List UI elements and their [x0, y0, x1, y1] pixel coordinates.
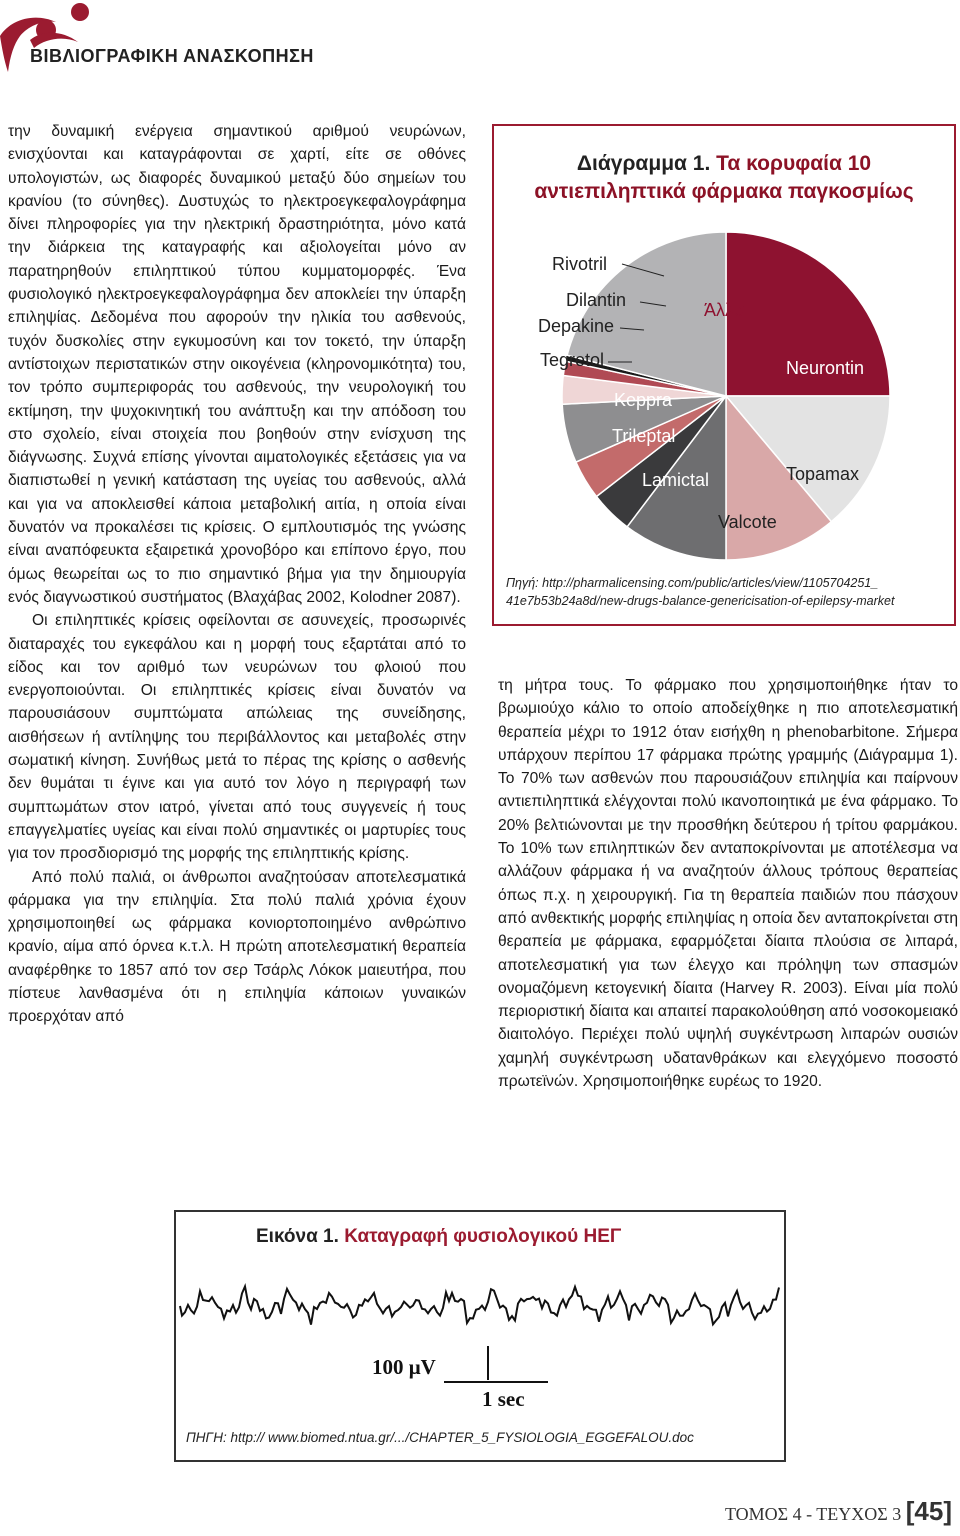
paragraph: Από πολύ παλιά, οι άνθρωποι αναζητούσαν αποτελεσματικά φάρμακα για την επιληψία. Στα πολύ παλιά χρόνια έχουν χρησιμοποιηθεί ως φάρμακα κονιορτοποιημένο ανθρώπινο κρανίο, αίμα από όρνεα κ.τ.λ. Η πρώτη αποτελεσματική θεραπεία αναφέρθηκε το 1857 από τον σερ Τσάρλς Λόκοκ μαιευτήρα, που πίστευε λανθασμένα ότι η επιληψία κάποιων γυναικών προερχόταν από [8, 868, 466, 1026]
pie-label-9: Rivotril [552, 254, 608, 274]
pie-label-7: Depakine [538, 316, 615, 336]
time-scale-label: 1 sec [482, 1387, 525, 1411]
diagram-source-line1: Πηγή: http://pharmalicensing.com/public/articles/view/1105704251_ [506, 576, 879, 590]
pie-label-1: Topamax [786, 464, 860, 484]
volume-issue: ΤΟΜΟΣ 4 - ΤΕΥΧΟΣ 3 [724, 1504, 902, 1524]
page-footer [725, 1496, 952, 1527]
section-title: ΒΙΒΛΙΟΓΡΑΦΙΚΗ ΑΝΑΣΚΟΠΗΣΗ [30, 46, 314, 66]
paragraph: Οι επιληπτικές κρίσεις οφείλονται σε ασυνεχείς, προσωρινές διαταραχές του εγκεφάλου και η μορφή τους εξαρτάται από το είδος και τον αριθμό των νευρώνων του φλοιού που ενεργοποιούνται. Οι επιληπτικές κρίσεις είναι δυνατόν να παρουσιάσουν συμπτώματα απώλειας της συνείδησης, αισθήσεων ή αντίληψης του περιβάλλοντος και μεταβολές στην σωματική κίνηση. Συνήθως μετά το πέρας της κρίσης ο ασθενής δεν θυμάται τι έγινε και για αυτό τον λόγο η περιγραφή των συμπτωμάτων στον ιατρό, γίνεται από τους συγγενείς ή τους επαγγελματίες υγείας και είναι πολύ σημαντικές οι μαρτυρίες τους για τον προσδιορισμό της μορφής της επιληπτικής κρίσης. [8, 612, 466, 863]
pie-label-3: Lamictal [642, 470, 710, 490]
page-header [0, 0, 960, 90]
pie-label-10: Άλλα [704, 300, 745, 320]
paragraph: τη μήτρα τους. Το φάρμακο που χρησιμοποιήθηκε ήταν το βρωμιούχο κάλιο το οποίο αποδείχθηκε η πιο αποτελεσματική θεραπεία μέχρι το 1912 όταν εισήχθη η phenobarbitone. Σήμερα υπάρχουν περίπου 17 φάρμακα πρώτης γραμμής (Διάγραμμα 1). Το 70% των ασθενών που παρουσιάζουν επιληψία και παίρνουν αντιεπιληπτικά ελέγχονται πολύ ικανοποιητικά με ένα φάρμακο. Το 20% βελτιώνονται με την προσθήκη δεύτερου ή τρίτου φαρμάκου. Το 10% των επιληπτικών δεν ανταποκρίνονται με αποτέλεσμα να αλλάζουν φάρμακα ή να αναζητούν άλλους τρόπους θεραπείας όπως π.χ. η χειρουργική. Για τη θεραπεία παιδιών που πάσχουν από ανθεκτικής μορφής επιληψίας η οποία δεν ανταποκρίνεται στη θεραπεία με φάρμακα, εφαρμόζεται δίαιτα πλούσια σε λιπαρά, αποτελεσματική για των έλεγχο και πρόληψη των σπασμών ονομαζόμενη κετογενική δίαιτα (Harvey R. 2003). Είναι μία πολύ περιοριστική δίαιτα και απαιτεί παρακολούθηση από νοσοκομειακό διαιτολόγο. Περιέχει πολύ υψηλή συγκέντρωση λιπαρών ουσιών χαμηλή συγκέντρωση υδατανθράκων και ελεγχόμενο ποσοστό πρωτεϊνών. Χρησιμοποιήθηκε ευρέως το 1920. [498, 677, 958, 1091]
diagram-source [506, 574, 946, 610]
pie-label-2: Valcote [718, 512, 777, 532]
journal-logo-icon [0, 0, 90, 80]
diagram-title-line2: αντιεπιληπτικά φάρμακα παγκοσμίως [534, 180, 914, 203]
diagram-source-line2: 41e7b53b24a8d/new-drugs-balance-genericisation-of-epilepsy-market [506, 594, 895, 608]
page-number: [45] [905, 1496, 952, 1526]
pie-label-6: Tegretol [540, 350, 605, 370]
pie-chart [494, 126, 954, 624]
figure-1-box [174, 1210, 786, 1462]
pie-label-0: Neurontin [786, 358, 865, 378]
diagram-title-lead: Διάγραμμα 1. [576, 152, 711, 175]
pie-label-4: Trileptal [612, 426, 676, 446]
voltage-scale-label: 100 μV [372, 1355, 436, 1379]
pie-label-5: Keppra [614, 390, 673, 410]
paragraph: την δυναμική ενέργεια σημαντικού αριθμού νευρώνων, ενισχύονται και καταγράφονται σε χαρτί, είτε σε οθόνες υπολογιστών, ως διαφορές δυναμικού μεταξύ δύο σημείων του κρανίου (το σύνηθες). Δυστυχώς το ηλεκτροεγκεφαλογράφημα δίνει πληροφορίες για την ηλεκτρική δραστηριότητα, μόνο κατά την διάρκεια της καταγραφής και αξιολογείται μόνο αν παρατηρηθούν επιληπτικού τύπου κυμματομορφές. Ένα φυσιολογικό ηλεκτροεγκεφαλογράφημα δεν αποκλείει την ύπαρξη επιληψίας. Δεδομένα που αφορούν την ηλικία του ασθενούς, τυχόν δυσκολίες στην εγκυμοσύνη και τον τοκετό, την ύπαρξη αντίστοιχων περιστατικών στην οικογένεια (κληρονομικότητα) του, τον τρόπο συμπεριφοράς του ασθενούς, την νευρολογική του εκτίμηση, την ψυχοκινητική του ανάπτυξη και την απόδοση του στο σχολείο, είναι στοιχεία που βοηθούν στην ενίσχυση της διάγνωσης. Συχνά επίσης γίνονται αιματολογικές εξετάσεις για να διαπιστωθεί η γενική κατάσταση της υγείας του ασθενούς, αλλά και για να αποκλεισθεί κάποια μεταβολική αιτία, η οποία είναι δυνατόν να προκαλέσει τις κρίσεις. Ο εμπλουτισμός της γνώσης είναι αναπόφευκτα εξαιρετικά χρονοβόρο και επίπονο έργο, που όμως θεωρείται ως το πιο σημαντικό βήμα για την δημιουργία ενός διαγνωστικού συστήματος (Βλαχάβας 2002, Kolodner 2087). [8, 123, 466, 606]
diagram-title-rest: Τα κορυφαία 10 [716, 152, 872, 175]
figure-source: ΠΗΓΗ: http:// www.biomed.ntua.gr/.../CHAPTER_5_FYSIOLOGIA_EGGEFALOU.doc [186, 1430, 694, 1445]
right-text-column [498, 674, 958, 1093]
left-text-column [8, 120, 466, 1029]
eeg-waveform [180, 1286, 779, 1324]
figure-title-rest: Καταγραφή φυσιολογικού ΗΕΓ [344, 1226, 622, 1247]
pie-label-8: Dilantin [566, 290, 627, 310]
eeg-trace-figure [176, 1212, 784, 1460]
figure-title-lead: Εικόνα 1. [256, 1226, 339, 1247]
diagram-1-box [492, 124, 956, 626]
